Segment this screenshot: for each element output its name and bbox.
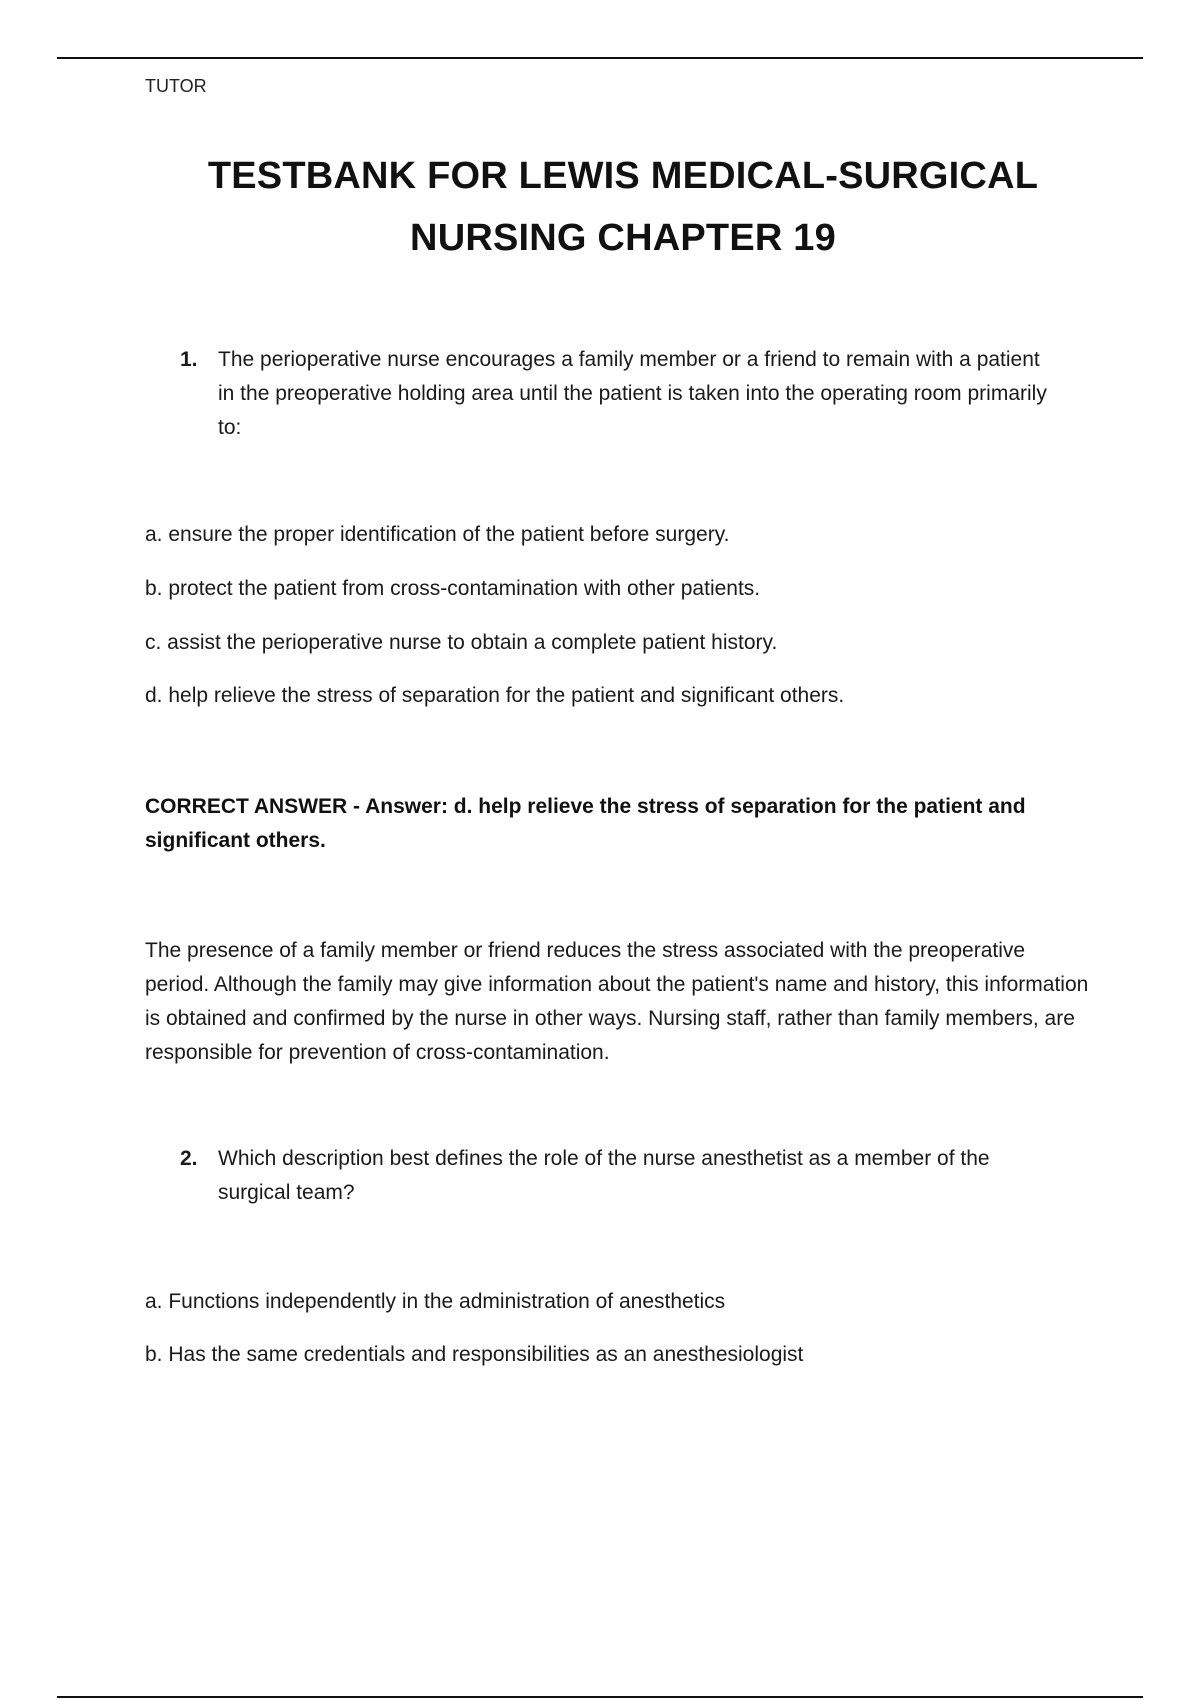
title-line-2: NURSING CHAPTER 19 (410, 217, 836, 259)
title-line-1: TESTBANK FOR LEWIS MEDICAL-SURGICAL (207, 155, 1039, 197)
document-title (0, 145, 1200, 269)
question-2-option-a: a. Functions independently in the administration of anesthetics (145, 1290, 726, 1313)
question-1-option-b: b. protect the patient from cross-contamination with other patients. (145, 577, 761, 600)
question-text: Which description best defines the role of the nurse anesthetist as a member of the surgical team? (218, 1147, 990, 1204)
question-text: The perioperative nurse encourages a family member or a friend to remain with a patient in the preoperative holding area until the patient is taken into the operating room primarily to: (218, 348, 1047, 439)
correct-answer: CORRECT ANSWER - Answer: d. help relieve the stress of separation for the patient and significant others. (145, 795, 1026, 852)
top-rule (57, 57, 1143, 59)
question-2 (180, 1142, 1060, 1210)
question-number: 2. (180, 1147, 198, 1170)
question-1 (180, 343, 1060, 445)
question-2-option-b: b. Has the same credentials and responsibilities as an anesthesiologist (145, 1343, 804, 1366)
question-1-option-c: c. assist the perioperative nurse to obtain a complete patient history. (145, 631, 778, 654)
question-1-option-a: a. ensure the proper identification of the patient before surgery. (145, 523, 730, 546)
page-header: TUTOR (145, 76, 207, 96)
bottom-rule (57, 1696, 1143, 1698)
question-number: 1. (180, 348, 198, 371)
answer-rationale: The presence of a family member or friend reduces the stress associated with the preoperative period. Although the family may give information about the patient's name and history, this information is obtained and confirmed by the nurse in other ways. Nursing staff, rather than family members, are responsible for prevention of cross-contamination. (145, 939, 1089, 1064)
question-1-option-d: d. help relieve the stress of separation for the patient and significant others. (145, 684, 845, 707)
